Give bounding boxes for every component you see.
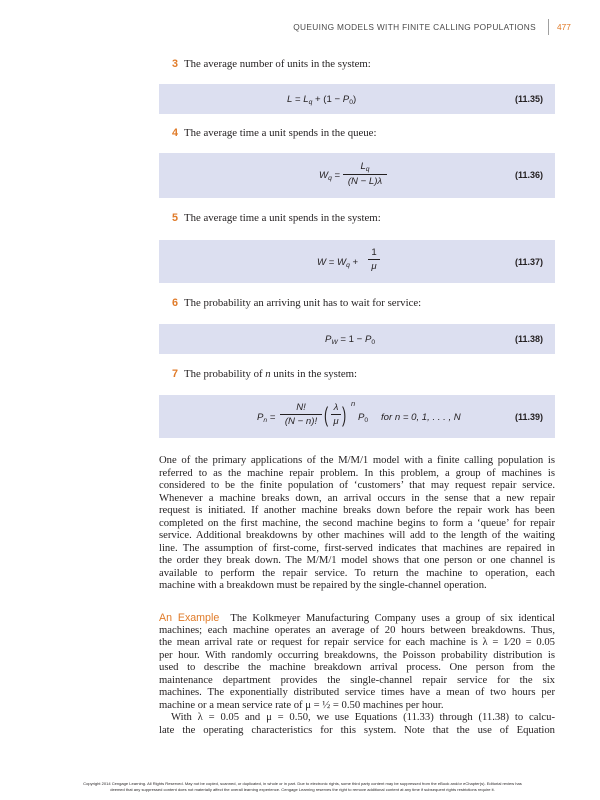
equation-band-11-39 bbox=[159, 395, 555, 438]
equation-fraction: $L_q$ (N − L)λ bbox=[347, 161, 383, 187]
paragraph-line: completed on the first machine, the second machine begins to form a ‘queue’ for repair bbox=[159, 517, 555, 529]
paragraph-line: machines; each machine operates an average of 20 hours between breakdowns. Thus, bbox=[159, 624, 555, 636]
item-text: The probability of n units in the system: bbox=[184, 368, 358, 380]
paragraph-line: machine with a breakdown must be repaired by the single-channel operation. bbox=[159, 580, 487, 592]
equation-fraction: 1 μ bbox=[371, 247, 377, 272]
condition: for n = 0, 1, . . . , N bbox=[381, 412, 461, 423]
paragraph-line: line. The assumption of first-come, first-served indicates that machines are repaired in bbox=[159, 542, 555, 554]
equation-number: (11.38) bbox=[514, 334, 543, 344]
equation-fraction: N! (N − n)! bbox=[284, 402, 318, 427]
equation-band-11-36 bbox=[159, 153, 555, 198]
paragraph-line: maintenance department provides the single-channel repair service for the six bbox=[159, 674, 555, 686]
equation-lhs: $W_q$ = bbox=[319, 170, 341, 182]
equation-number: (11.36) bbox=[514, 170, 543, 180]
item-text: The average time a unit spends in the system: bbox=[184, 212, 381, 224]
equation-number: (11.35) bbox=[514, 94, 543, 104]
paragraph-line: machine or a mean service rate of μ = ½ = 0.50 machines per hour. bbox=[159, 699, 444, 711]
paragraph-line: An Example The Kolkmeyer Manufacturing Company uses a group of six identical bbox=[159, 612, 555, 624]
equation-number: (11.39) bbox=[514, 412, 543, 422]
body-paragraph bbox=[159, 455, 555, 593]
lambda-over-mu: λ μ bbox=[333, 402, 339, 427]
page-header bbox=[0, 22, 600, 36]
paragraph-line: One of the primary applications of the M/M/1 model with a finite calling population is bbox=[159, 455, 555, 466]
item-text: The average time a unit spends in the queue: bbox=[184, 127, 377, 139]
right-paren: ) bbox=[342, 404, 347, 427]
paragraph-line: service. Additional breakdowns by other machines will add to the length of the waiting bbox=[159, 530, 555, 542]
p-zero: $P_0$ bbox=[358, 412, 369, 424]
fraction-bar bbox=[331, 414, 341, 415]
item-text: The average number of units in the system: bbox=[184, 58, 371, 70]
fraction-bar bbox=[280, 414, 322, 415]
paragraph-line: late the operating characteristics for this system. Note that the use of Equation bbox=[159, 724, 555, 736]
item-number: 3 bbox=[172, 58, 179, 70]
equation-band-11-38 bbox=[159, 324, 555, 354]
paragraph-line: per hour. With randomly occurring breakdowns, the Poisson probability distribution is bbox=[159, 649, 555, 661]
fraction-bar bbox=[368, 259, 380, 260]
item-text: The probability an arriving unit has to wait for service: bbox=[184, 297, 422, 309]
item-number: 4 bbox=[172, 127, 179, 139]
paragraph-line: With λ = 0.05 and μ = 0.50, we use Equations (11.33) through (11.38) to calcu- bbox=[171, 712, 555, 724]
left-paren: ( bbox=[324, 404, 329, 427]
paragraph-line: the order they break down. The M/M/1 model shows that one person or one channel is bbox=[159, 555, 555, 567]
equation-lhs: $P_n$ = bbox=[257, 412, 276, 424]
equation-11-35: $L = L_q + (1 - P_0)$ bbox=[287, 94, 357, 106]
fraction-bar bbox=[343, 174, 387, 175]
equation-number: (11.37) bbox=[514, 257, 543, 267]
paragraph-line: request is initiated. If another machine breaks down before the repair work has been bbox=[159, 505, 555, 517]
running-head: QUEUING MODELS WITH FINITE CALLING POPULATIONS bbox=[293, 22, 536, 32]
equation-band-11-35 bbox=[159, 84, 555, 114]
paragraph-line: available to perform the repair service. To return the machine to operation, each bbox=[159, 567, 555, 579]
paragraph-line: machines. The exponentially distributed service times have a mean of two hours per bbox=[159, 687, 555, 699]
item-number: 6 bbox=[172, 297, 179, 309]
paragraph-line: used to describe the machine breakdown arrival process. One person from the bbox=[159, 662, 555, 674]
paragraph-line: considered to be the finite population of ‘customers’ that may request repair service. bbox=[159, 480, 555, 492]
paragraph-line: Whenever a machine breaks down, an arrival occurs in the sense that a new repair bbox=[159, 492, 555, 504]
item-number: 7 bbox=[172, 368, 179, 380]
page-number: 477 bbox=[557, 22, 571, 32]
equation-11-38: $P_W = 1 - P_0$ bbox=[325, 334, 376, 346]
item-number: 5 bbox=[172, 212, 179, 224]
footer-line: deemed that any suppressed content does not materially affect the overall learning experience. Cengage Learning reserves the right to remove additional content at any time if subsequent rights restrictions require it. bbox=[110, 787, 495, 792]
paragraph-line: the mean arrival rate or request for repair service for each machine is λ = 1⁄20 = 0.05 bbox=[159, 637, 555, 649]
header-divider bbox=[548, 19, 549, 35]
paragraph-line: referred to as the machine repair problem. In this problem, a group of machines is bbox=[159, 467, 555, 479]
equation-lhs: $W = W_q$ + bbox=[317, 257, 359, 269]
equation-band-11-37 bbox=[159, 240, 555, 283]
exponent: n bbox=[351, 399, 356, 408]
example-title: An Example bbox=[159, 612, 220, 624]
example-paragraph bbox=[159, 612, 555, 737]
copyright-footer bbox=[30, 781, 575, 793]
footer-line: Copyright 2014 Cengage Learning. All Rights Reserved. May not be copied, scanned, or duplicated, in whole or in part. Due to electronic rights, some third party content may be suppressed from the eBook and/or eChapter(s). Editorial review has bbox=[83, 781, 522, 786]
